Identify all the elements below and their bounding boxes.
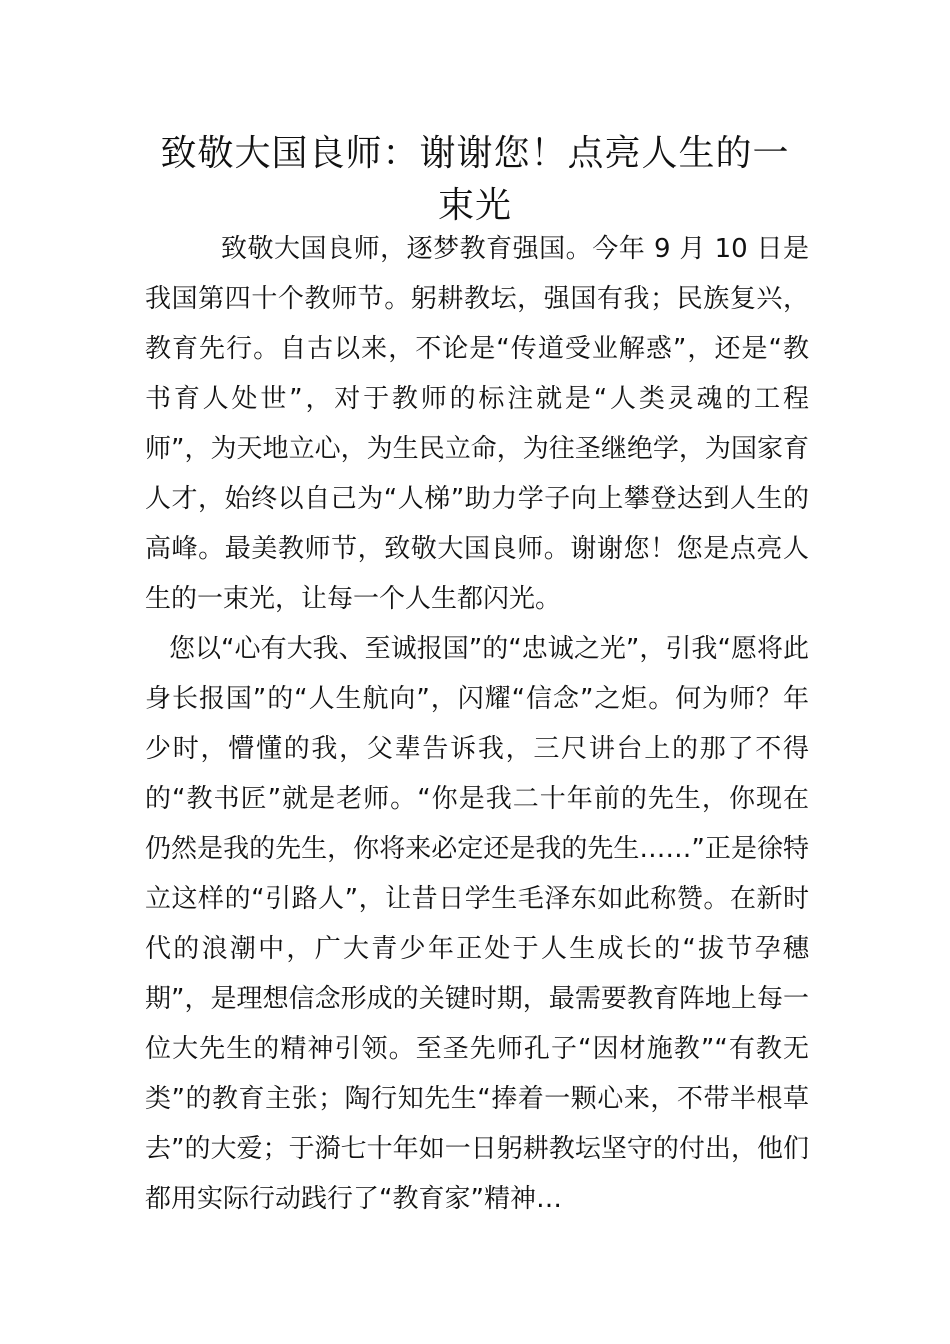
document-title: 致敬大国良师：谢谢您！点亮人生的一束光 [160, 133, 790, 226]
body-paragraph-2: 您以“心有大我、至诚报国”的“忠诚之光”，引我“愿将此身长报国”的“人生航向”，闪耀“信念”之炬。何为师？年少时，懵懂的我，父辈告诉我，三尺讲台上的那了不得的“教书匠”就是老师。“你是我二十年前的先生，你现在仍然是我的先生，你将来必定还是我的先生……”正是徐特立这样的“引路人”，让昔日学生毛泽东如此称赞。在新时代的浪潮中，广大青少年正处于人生成长的“拔节孕穗期”，是理想信念形成的关键时期，最需要教育阵地上每一位大先生的精神引领。至圣先师孔子“因材施教”“有教无类”的教育主张；陶行知先生“捧着一颗心来，不带半根草去”的大爱；于漪七十年如一日躬耕教坛坚守的付出，他们都用实际行动践行了“教育家”精神… [145, 634, 809, 1214]
body-paragraph-1: 致敬大国良师，逐梦教育强国。今年 9 月 10 日是我国第四十个教师节。躬耕教坛，强国有我；民族复兴，教育先行。自古以来，不论是“传道受业解惑”，还是“教书育人处世”，对于教师的标注就是“人类灵魂的工程师”，为天地立心，为生民立命，为往圣继绝学，为国家育人才，始终以自己为“人梯”助力学子向上攀登达到人生的高峰。最美教师节，致敬大国良师。谢谢您！您是点亮人生的一束光，让每一个人生都闪光。 [145, 234, 809, 614]
